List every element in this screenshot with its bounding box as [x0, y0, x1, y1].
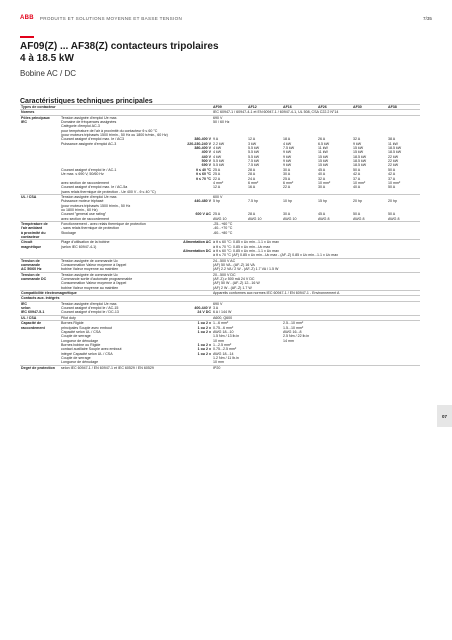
row-value: 7.5 kW: [248, 159, 260, 164]
row-label: bobine Valeur moyenne au maintien: [61, 285, 119, 290]
row-group-label: raccordement: [21, 325, 45, 330]
row-value: 1.5...10 mm²: [283, 325, 304, 330]
row-value: 32 A: [318, 176, 326, 181]
row-value: (AF) 50 VA - (AF..Z) 16 VA: [213, 263, 255, 268]
row-label: Fonctionnement - avec relais thermique de protection: [60, 221, 170, 226]
row-value: -40...+70 °C: [213, 226, 233, 231]
row-value: 0.75...6 mm²: [213, 325, 234, 330]
row-group-label: Tension de: [20, 272, 60, 277]
row-label: avec section de raccordement: [61, 216, 109, 221]
row-condition: 24 V DC: [197, 310, 211, 315]
row-value: 18 A: [283, 137, 291, 142]
row-value: 50 / 60 Hz: [213, 120, 230, 125]
row-value: 3 kW: [248, 141, 257, 146]
row-value: 11 kW: [318, 146, 328, 151]
row-condition: 440-480 V: [194, 199, 211, 204]
row-group-label: commande DC: [21, 277, 47, 282]
row-label: Ue max. ≤ 690 V, 50/60 Hz: [61, 172, 104, 177]
row-value: AF38: [387, 105, 420, 110]
row-value: 30 A: [318, 185, 326, 190]
row-label: (pour moteurs triphasés 1500 tr/min., 50 Hz: [61, 203, 131, 208]
row-condition: 380-400 V: [194, 146, 211, 151]
row-group-label: Types de contacteur: [20, 105, 60, 110]
header-section: PRODUITS ET SOLUTIONS MOYENNE ET BASSE TENSION: [39, 15, 183, 21]
row-value: 5.5 kW: [248, 146, 260, 151]
row-value: 45 A: [318, 167, 326, 172]
row-value: 2.2 kW: [213, 141, 225, 146]
row-value: AWG 10: [283, 216, 297, 221]
row-condition: 500 V: [201, 159, 211, 164]
row-value: 7.5 hp: [248, 199, 258, 204]
table-row: [20, 217, 420, 222]
row-value: 42 A: [353, 172, 361, 177]
row-value: 30 A: [283, 167, 291, 172]
row-value: -60...+80 °C: [213, 230, 233, 235]
row-condition: θ ≤ 40 °C: [196, 167, 211, 172]
row-group-label: Circuit: [20, 240, 60, 245]
row-value: 22 kW: [388, 159, 399, 164]
row-value: 50 A: [353, 212, 361, 217]
row-condition: θ ≤ 70 °C: [196, 176, 211, 181]
row-value: 1.5 Nm / 13 lb.in: [213, 334, 240, 339]
row-value: 15 kW: [318, 163, 329, 168]
row-group-label: AC 50/60 Hz: [21, 267, 42, 272]
row-value: 18.5 kW: [388, 146, 402, 151]
row-condition: 1 ou 2 x: [197, 347, 211, 352]
row-group-label: Capacité de: [20, 321, 60, 326]
row-value: 10 mm: [213, 338, 224, 343]
table-row: [20, 365, 420, 370]
row-group-label: Normes: [20, 110, 60, 115]
row-value: 16 A: [248, 185, 256, 190]
row-group-label: magnétique: [21, 244, 42, 249]
row-value: 18.5 kW: [388, 150, 402, 155]
row-value: AWG 18...10: [213, 329, 234, 334]
row-condition: 1 ou 2 x: [197, 325, 211, 330]
row-value: AF09: [212, 105, 247, 110]
row-value: -25...+60 °C: [212, 221, 420, 226]
row-group-label: à proximité du: [21, 230, 46, 235]
row-value: 28 A: [248, 212, 256, 217]
row-label: - sans relais thermique de protection: [61, 226, 120, 231]
row-value: à θ ≤ 70 °C (AF) 0.85 x Uc min...Uc max - (AF..Z) 0.85 x Uc min...1.1 x Uc max: [213, 253, 339, 258]
row-value: 22 A: [213, 176, 221, 181]
row-value: 50 A: [353, 167, 361, 172]
row-label: intégré Capacité selon UL / CSA: [61, 351, 113, 356]
page-number: 7/35: [423, 15, 432, 21]
row-value: 15 kW: [318, 154, 329, 159]
row-value: 1.2 Nm / 11 lb.in: [213, 355, 239, 360]
row-label: Tension assignée de commande Uc: [60, 272, 170, 277]
row-value: 6.5 kW: [318, 141, 330, 146]
row-label: Tension assignée d'emploi Ue max.: [60, 301, 170, 306]
row-value: 26 A: [318, 137, 326, 142]
row-label: principales Souple avec embout: [61, 325, 112, 330]
row-value: 30 A: [283, 172, 291, 177]
row-value: à θ ≤ 60 °C: 0.85 x Uc min...1.1 x Uc max: [212, 240, 420, 245]
row-condition: 400-440 V: [194, 306, 211, 311]
row-value: 28 A: [248, 167, 256, 172]
row-value: 10 mm: [213, 360, 224, 365]
table-row: [20, 185, 420, 189]
row-value: (AF..Z) ≥ 500 mA 24 V DC: [213, 277, 255, 282]
row-group-label: UL / CSA: [20, 315, 60, 320]
row-group-label: IEC: [21, 120, 27, 125]
row-value: AF26: [317, 105, 352, 110]
row-group-label: Contacts aux. intégrés: [21, 296, 60, 301]
row-value: 50 A: [388, 185, 396, 190]
row-condition: 440 V: [201, 154, 211, 159]
row-label: Courant assigné d'emploi max. Ie / AC-5a: [61, 185, 128, 190]
row-value: 18.5 kW: [353, 154, 367, 159]
row-label: Bornes bobine ou Rigide: [61, 342, 101, 347]
row-value: AF30: [352, 105, 387, 110]
row-group-label: l'air ambiant: [21, 226, 43, 231]
row-value: 9 kW: [283, 154, 292, 159]
row-value: 11 kW: [388, 141, 398, 146]
row-value: 14 mm: [283, 338, 294, 343]
row-value: Appareils conformes aux normes IEC 60947-1 / EN 60947-1 - Environnement A: [212, 291, 420, 296]
section-title: Caractéristiques techniques principales: [20, 98, 153, 105]
row-value: 25 A: [213, 212, 221, 217]
row-value: 5.5 kW: [213, 159, 225, 164]
row-value: 1...6 mm²: [212, 321, 247, 326]
row-label: Tension assignée de commande Uc: [60, 258, 170, 263]
row-value: 2.5...10 mm²: [282, 321, 317, 326]
row-value: 4 kW: [213, 150, 222, 155]
row-value: IEC 60947-1 / 60947-4-1 et EN 60947-1 / 60947-4-1, UL 508, CSA C22.2 N°14: [212, 110, 420, 115]
row-value: AWG 8: [318, 216, 330, 221]
row-label: Domaine de fréquences assignées: [61, 120, 117, 125]
abb-logo: ABB: [20, 15, 34, 21]
row-label: (sans relais thermique de protection - Ue 400 V - θ ≤ 40 °C): [61, 189, 156, 194]
row-condition: 1 ou 2 x: [197, 329, 211, 334]
row-value: 50 A: [388, 167, 396, 172]
row-value: 28 A: [248, 172, 256, 177]
row-label: Stockage: [61, 230, 76, 235]
row-value: 10 hp: [283, 199, 292, 204]
row-label: Pilot duty: [60, 315, 170, 320]
row-label: Bornes Rigide: [60, 321, 170, 326]
page-header: [20, 14, 432, 22]
row-value: 30 A: [283, 212, 291, 217]
row-group-label: Température de: [20, 221, 60, 226]
row-value: 15 kW: [353, 146, 364, 151]
row-value: 24...500 V AC: [212, 258, 420, 263]
row-group-label: contacteur: [21, 234, 40, 239]
row-label: Catégorie d'emploi AC-3: [61, 124, 100, 129]
row-label: Couple de serrage: [61, 355, 91, 360]
row-value: AF16: [282, 105, 317, 110]
row-label: Courant assigné d'emploi max. Ie / AC3: [61, 137, 125, 142]
row-label: ou 1800 tr/min., 60 Hz): [61, 207, 98, 212]
row-value: (AF) 2.2 VA / 2 W - (AF..Z) 1.7 VA / 1.5 W: [213, 267, 279, 272]
row-value: 15 kW: [318, 159, 329, 164]
row-condition: θ ≤ 60 °C: [196, 172, 211, 177]
row-condition: Alimentation DC: [183, 249, 211, 253]
row-value: 20...500 V DC: [212, 272, 420, 277]
row-value: 1...2.5 mm²: [213, 342, 232, 347]
row-label: contact auxiliaire Souple avec embout: [61, 347, 122, 352]
row-value: 9 kW: [283, 163, 292, 168]
row-group-label: IEC: [20, 301, 60, 306]
row-value: 20 hp: [388, 199, 397, 204]
row-value: 9 A: [213, 137, 219, 142]
row-value: 40 A: [318, 172, 326, 177]
row-label: Consommation Valeur moyenne à l'appel: [61, 263, 127, 268]
row-value: 10 mm²: [388, 180, 401, 185]
row-value: 37 A: [353, 176, 361, 181]
row-value: AWG 10: [213, 216, 227, 221]
row-value: 37 A: [388, 176, 396, 181]
row-value: AWG 18...14: [213, 351, 234, 356]
row-label: Courant assigné d'emploi Ie / AC-15: [61, 306, 119, 311]
row-group-label: selon: [21, 306, 31, 311]
row-value: 50 A: [388, 212, 396, 217]
row-label: bobine Valeur moyenne au maintien: [61, 267, 119, 272]
row-value: 6 mm²: [283, 180, 294, 185]
row-value: IP20: [212, 365, 420, 370]
row-value: 10 mm²: [353, 180, 366, 185]
row-value: 5.5 kW: [248, 154, 260, 159]
row-value: 690 V: [212, 115, 420, 120]
row-group-label: Tension de: [20, 258, 60, 263]
chapter-tab: 07: [437, 405, 452, 427]
row-value: 12 A: [213, 185, 221, 190]
row-value: 5.5 kW: [213, 163, 225, 168]
row-value: 0.75...2.5 mm²: [213, 347, 237, 352]
row-value: 25 A: [213, 172, 221, 177]
row-condition: 600 V AC: [195, 212, 211, 217]
row-value: 7.5 kW: [248, 163, 260, 168]
row-value: 32 A: [353, 137, 361, 142]
row-value: AF12: [247, 105, 282, 110]
row-value: 22 kW: [388, 163, 399, 168]
row-value: 12 A: [248, 137, 256, 142]
accent-bar: [20, 36, 34, 38]
row-value: (AF) 2 W - (AF..Z) 1.7 W: [213, 285, 252, 290]
row-value: (AF) 50 W - (AF..Z) 12...16 W: [213, 281, 260, 286]
row-condition: 690 V: [201, 163, 211, 168]
row-value: 40 A: [353, 185, 361, 190]
row-label: Puissance moteur triphasé: [61, 199, 104, 204]
row-value: 25 A: [283, 176, 291, 181]
row-condition: 220-230-240 V: [187, 141, 211, 146]
row-value: 25 A: [213, 167, 221, 172]
row-label: Commande sortie d'automate programmable: [61, 277, 133, 282]
row-condition: Alimentation AC: [170, 240, 212, 245]
row-label: Longueur de dénudage: [61, 338, 99, 343]
row-label: Courant assigné d'emploi Ie / DC-13: [61, 310, 119, 315]
row-value: 2.5 Nm / 22 lb.in: [283, 334, 310, 339]
row-value: 6 A / 144 W: [213, 310, 232, 315]
row-group-label: Compatibilité électromagnétique: [21, 291, 77, 296]
row-label: Tension assignée d'emploi Ue max.: [60, 115, 170, 120]
row-condition: 400 V: [201, 150, 211, 155]
row-label: avec section de raccordement: [61, 180, 109, 185]
page-subtitle: Bobine AC / DC: [20, 69, 77, 78]
row-value: 22 kW: [388, 154, 399, 159]
row-value: AWG 16...8: [283, 329, 302, 334]
row-label: Consommation Valeur moyenne à l'appel: [61, 281, 127, 286]
spec-table: [20, 104, 420, 370]
row-label: Puissance assignée d'emploi AC-3: [61, 141, 117, 146]
row-value: AWG 8: [353, 216, 365, 221]
row-value: 9 kW: [353, 141, 362, 146]
page-title: AF09(Z) ... AF38(Z) contacteurs tripolaires 4 à 18.5 kW: [20, 41, 219, 64]
row-value: 9 kW: [283, 150, 292, 155]
row-value: 3 A: [213, 306, 219, 311]
row-condition: 1 ou 2 x: [197, 351, 211, 356]
row-value: A600, Q600: [212, 315, 420, 320]
row-label: selon IEC 60947-1 / EN 60947-1 et IEC 60529 / EN 60529: [60, 365, 170, 370]
row-value: 600 V: [212, 194, 420, 199]
row-value: AWG 10: [248, 216, 262, 221]
row-value: 5 hp: [213, 199, 220, 204]
row-value: 24 A: [248, 176, 256, 181]
row-label: Courant assigné d'emploi Ie / AC-1: [61, 167, 117, 172]
row-value: 18.5 kW: [353, 163, 367, 168]
row-value: 4 kW: [213, 146, 222, 151]
row-value: 4 kW: [213, 154, 222, 159]
row-group-label: Pôles principaux: [20, 115, 60, 120]
row-condition: 380-400 V: [194, 137, 211, 142]
row-value: 9 kW: [283, 159, 292, 164]
row-value: à θ ≤ 60 °C: 0.85 x Uc min...1.1 x Uc max: [213, 249, 279, 253]
row-value: 4 mm²: [213, 180, 224, 185]
row-condition: 1 ou 2 x: [197, 342, 211, 347]
row-value: 6 mm²: [248, 180, 259, 185]
row-value: 690 V: [212, 301, 420, 306]
row-group-label: commande: [21, 263, 40, 268]
row-condition: [170, 365, 212, 370]
row-label: Tension assignée d'emploi Ue max.: [60, 194, 170, 199]
row-value: 15 kW: [353, 150, 364, 155]
row-label: Plage d'utilisation de la bobine: [60, 240, 170, 245]
row-group-label: Degré de protection: [20, 365, 60, 370]
table-row: [20, 212, 420, 216]
row-value: 10 mm²: [318, 180, 331, 185]
row-value: 7.5 kW: [283, 146, 295, 151]
row-label: (selon IEC 60947-4-1): [61, 244, 97, 249]
table-row: [20, 172, 420, 176]
row-value: à θ ≤ 70 °C: 0.85 x Uc min...Uc max: [213, 244, 271, 249]
row-group-label: UL / CSA: [20, 194, 60, 199]
row-value: 22 A: [283, 185, 291, 190]
row-value: 20 hp: [353, 199, 362, 204]
row-value: 15 hp: [318, 199, 327, 204]
row-value: 18.5 kW: [353, 159, 367, 164]
row-label: Capacité selon UL / CSA: [61, 329, 101, 334]
row-group-label: IEC 60947-5-1: [21, 310, 45, 315]
row-condition: 1 ou 2 x: [170, 321, 212, 326]
row-value: 42 A: [388, 172, 396, 177]
row-value: 38 A: [388, 137, 396, 142]
row-value: 4 kW: [283, 141, 292, 146]
row-label: pour température de l'air à proximité du contacteur θ ≤ 60 °C: [61, 128, 158, 133]
row-value: AWG 8: [388, 216, 400, 221]
row-label: (pour moteurs triphasés 1500 tr/min., 50 Hz ou 1800 tr/min., 60 Hz): [61, 133, 168, 138]
row-value: 5.5 kW: [248, 150, 260, 155]
row-label: Longueur de dénudage: [61, 360, 99, 365]
row-value: 11 kW: [318, 150, 328, 155]
row-label: Courant "general use rating": [61, 212, 107, 217]
row-value: 45 A: [318, 212, 326, 217]
row-label: Couple de serrage: [61, 334, 91, 339]
